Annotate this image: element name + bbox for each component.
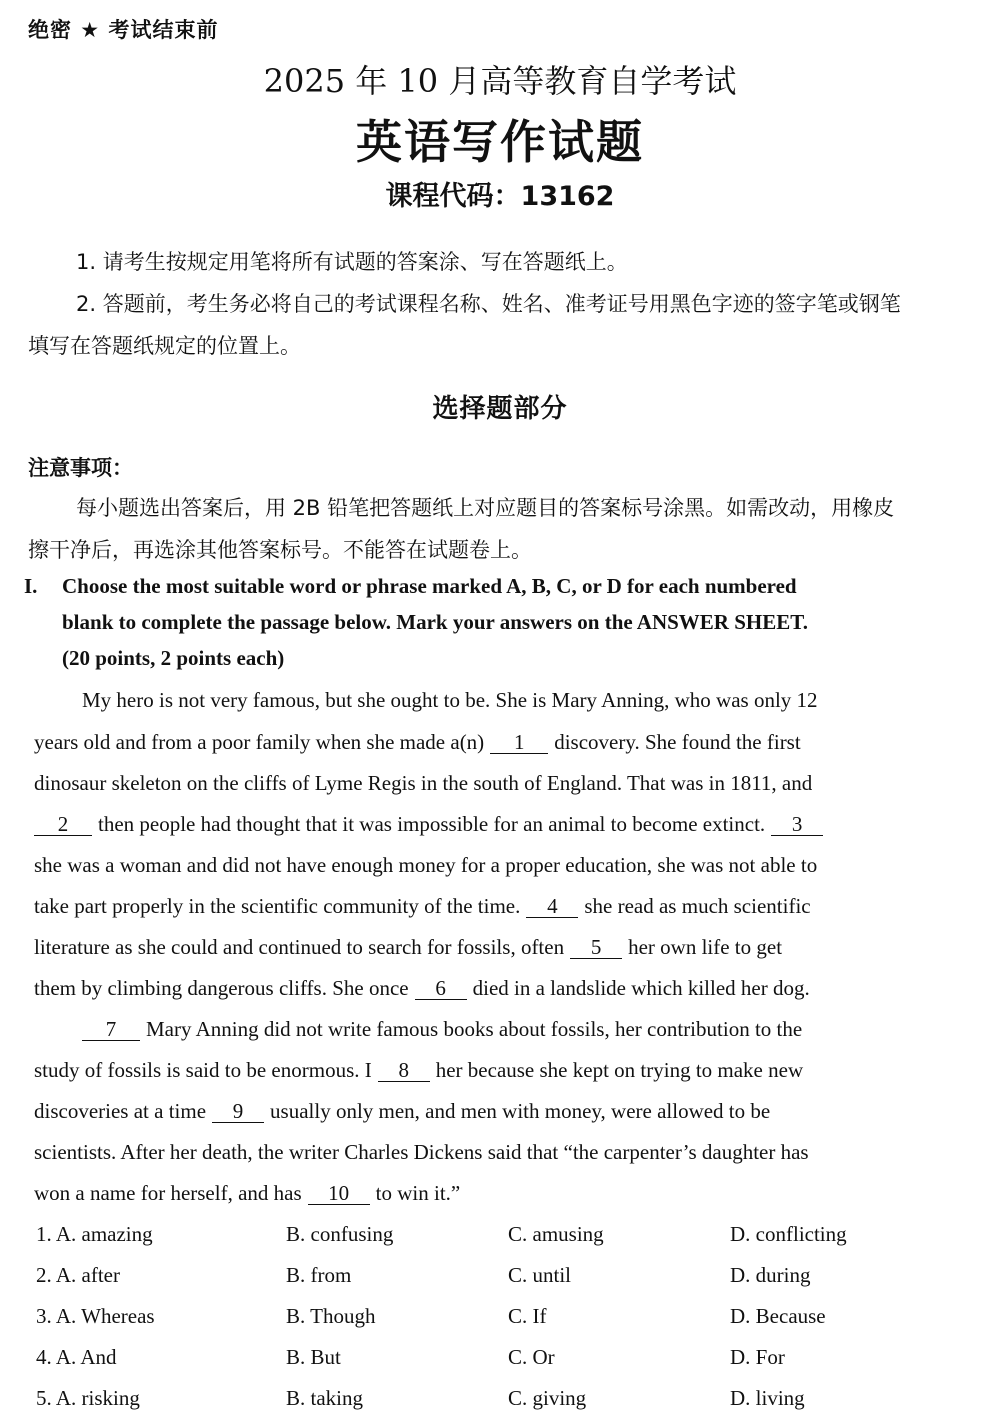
option-1-c: C. amusing <box>508 1222 604 1246</box>
course-code: 课程代码：13162 <box>385 181 615 212</box>
passage-text: take part properly in the scientific community of the time. <box>34 894 521 918</box>
blank-10: 10 <box>308 1182 370 1205</box>
option-5-d: D. living <box>730 1386 805 1410</box>
notes-line-1: 每小题选出答案后，用 2B 铅笔把答题纸上对应题目的答案标号涂黑。如需改动，用橡皮 <box>76 496 895 520</box>
passage-text: her because she kept on trying to make new <box>435 1058 804 1082</box>
subject-title: 英语写作试题 <box>356 115 644 169</box>
option-2-c: C. until <box>508 1263 572 1287</box>
passage-text: years old and from a poor family when she made a(n) <box>34 730 485 754</box>
question-instruction-2: blank to complete the passage below. Mark your answers on the ANSWER SHEET. <box>62 610 808 634</box>
blank-2: 2 <box>34 813 92 836</box>
option-3-b: B. Though <box>286 1304 376 1328</box>
blank-7: 7 <box>82 1018 140 1041</box>
blank-5: 5 <box>570 936 622 959</box>
option-1-b: B. confusing <box>286 1222 394 1246</box>
option-2-d: D. during <box>730 1263 811 1287</box>
passage-text: discovery. She found the first <box>554 730 801 754</box>
instruction-2: 2. 答题前，考生务必将自己的考试课程名称、姓名、准考证号用黑色字迹的签字笔或钢笔 <box>76 292 901 316</box>
passage-text: won a name for herself, and has <box>34 1181 302 1205</box>
option-2-a: 2. A. after <box>36 1263 120 1287</box>
exam-title: 2025 年 10 月高等教育自学考试 <box>263 62 737 100</box>
blank-8: 8 <box>378 1059 430 1082</box>
option-1-a: 1. A. amazing <box>36 1222 153 1246</box>
passage-line <box>34 1058 803 1083</box>
option-4-c: C. Or <box>508 1345 555 1369</box>
question-instruction-3: (20 points, 2 points each) <box>62 646 285 670</box>
blank-1: 1 <box>490 731 548 754</box>
passage-line: My hero is not very famous, but she ought to be. She is Mary Anning, who was only 12 <box>82 688 818 712</box>
passage-text: died in a landslide which killed her dog. <box>472 976 810 1000</box>
option-3-c: C. If <box>508 1304 547 1328</box>
option-3-d: D. Because <box>730 1304 826 1328</box>
option-3-a: 3. A. Whereas <box>36 1304 155 1328</box>
question-instruction-1: Choose the most suitable word or phrase marked A, B, C, or D for each numbered <box>62 574 797 598</box>
passage-text: Mary Anning did not write famous books about fossils, her contribution to the <box>146 1017 803 1041</box>
option-4-a: 4. A. And <box>36 1345 117 1369</box>
notes-heading: 注意事项： <box>28 456 133 480</box>
passage-text: discoveries at a time <box>34 1099 207 1123</box>
blank-6: 6 <box>415 977 467 1000</box>
passage-line <box>34 1181 460 1206</box>
instruction-2-cont: 填写在答题纸规定的位置上。 <box>28 334 301 358</box>
option-2-b: B. from <box>286 1263 352 1287</box>
option-4-b: B. But <box>286 1345 341 1369</box>
instruction-1: 1. 请考生按规定用笔将所有试题的答案涂、写在答题纸上。 <box>76 250 628 274</box>
passage-line <box>34 976 810 1001</box>
blank-3: 3 <box>771 813 823 836</box>
passage-line <box>34 935 782 960</box>
passage-text: them by climbing dangerous cliffs. She once <box>34 976 409 1000</box>
passage-line <box>76 1017 802 1042</box>
passage-line: scientists. After her death, the writer Charles Dickens said that “the carpenter’s daughter has <box>34 1140 809 1164</box>
passage-line <box>34 894 811 919</box>
option-1-d: D. conflicting <box>730 1222 847 1246</box>
passage-text: literature as she could and continued to search for fossils, often <box>34 935 565 959</box>
passage-line <box>28 812 829 837</box>
blank-4: 4 <box>526 895 578 918</box>
passage-line <box>34 730 801 755</box>
passage-text: usually only men, and men with money, were allowed to be <box>270 1099 771 1123</box>
option-5-a: 5. A. risking <box>36 1386 140 1410</box>
question-number: I. <box>24 574 38 598</box>
passage-text: to win it.” <box>375 1181 461 1205</box>
passage-text: study of fossils is said to be enormous. I <box>34 1058 372 1082</box>
passage-line: dinosaur skeleton on the cliffs of Lyme Regis in the south of England. That was in 1811, and <box>34 771 813 795</box>
passage-line <box>34 1099 770 1124</box>
confidential-label: 绝密 ★ 考试结束前 <box>28 18 219 42</box>
passage-text: her own life to get <box>628 935 783 959</box>
blank-9: 9 <box>212 1100 264 1123</box>
option-4-d: D. For <box>730 1345 785 1369</box>
section-title: 选择题部分 <box>432 394 568 424</box>
passage-text: she read as much scientific <box>584 894 811 918</box>
option-5-c: C. giving <box>508 1386 587 1410</box>
option-5-b: B. taking <box>286 1386 363 1410</box>
passage-line: she was a woman and did not have enough money for a proper education, she was not able to <box>34 853 818 877</box>
passage-text: then people had thought that it was impossible for an animal to become extinct. <box>98 812 766 836</box>
notes-line-2: 擦干净后，再选涂其他答案标号。不能答在试题卷上。 <box>28 538 532 562</box>
